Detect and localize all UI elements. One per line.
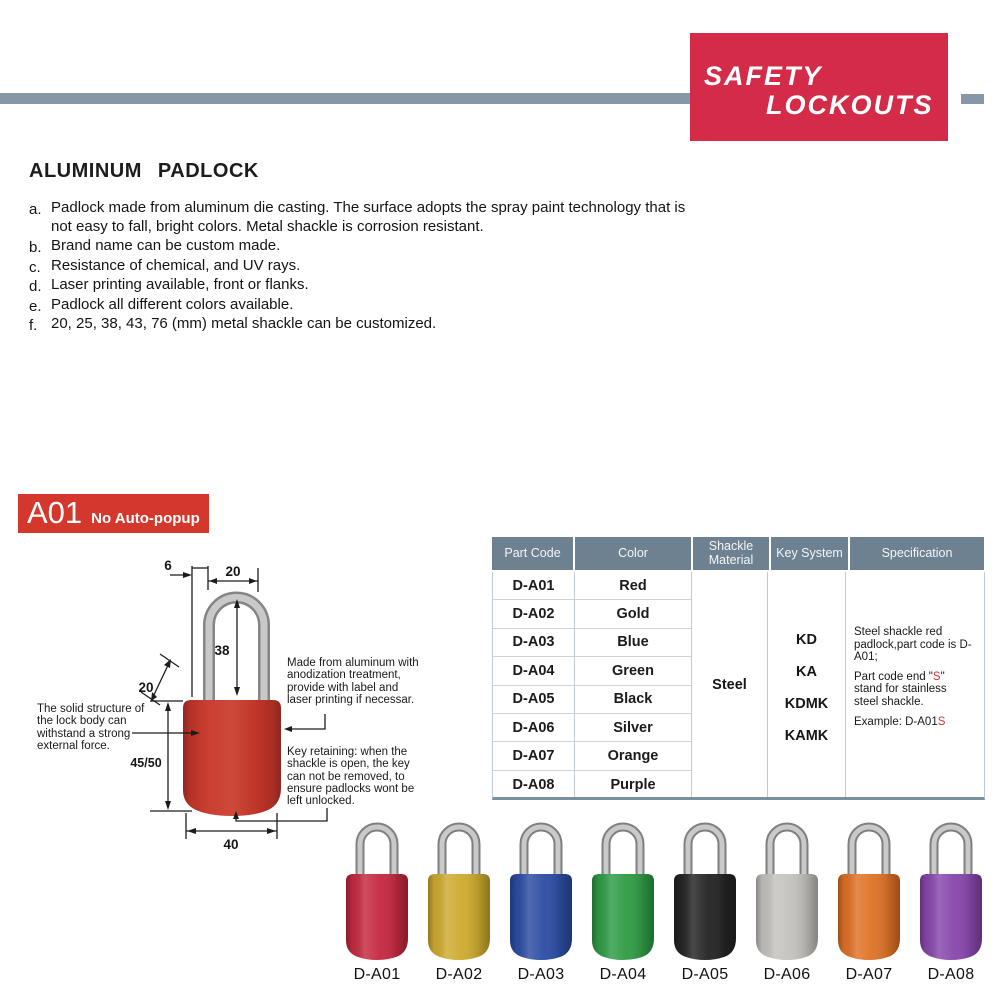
product-code-label: D-A02 bbox=[435, 966, 483, 983]
model-code: A01 bbox=[27, 495, 83, 530]
color-name-cell: Red bbox=[575, 572, 691, 600]
spec-paragraph-2: Part code end "S" stand for stainless steel shackle. bbox=[854, 670, 947, 708]
stainless-s-accent: S bbox=[937, 715, 946, 728]
part-code-column bbox=[493, 572, 574, 797]
dim-label-20-top: 20 bbox=[225, 564, 241, 579]
dim-shackle-diameter bbox=[170, 566, 208, 697]
product-code-label: D-A04 bbox=[599, 966, 647, 983]
spec-table bbox=[492, 537, 985, 800]
padlock-image-silver bbox=[746, 812, 828, 962]
feature-list bbox=[29, 199, 719, 335]
feature-text: Padlock made from aluminum die casting. The surface adopts the spray paint technology that is not easy to fall, bright colors. Metal shackle is corrosion resistant. bbox=[51, 199, 686, 235]
color-name-cell: Blue bbox=[575, 629, 691, 657]
feature-item bbox=[29, 257, 719, 276]
color-name-cell: Purple bbox=[610, 776, 656, 793]
product-padlock bbox=[746, 812, 828, 984]
product-padlock bbox=[336, 812, 418, 984]
spec-table-header bbox=[492, 537, 985, 570]
feature-item bbox=[29, 276, 719, 295]
feature-letter: b. bbox=[29, 239, 42, 256]
feature-item bbox=[29, 237, 719, 256]
product-code-label: D-A01 bbox=[353, 966, 401, 983]
product-code-label: D-A06 bbox=[763, 966, 811, 983]
dim-label-38: 38 bbox=[214, 643, 230, 658]
shackle-material-cell: Steel bbox=[691, 572, 767, 797]
part-code-cell: D-A08 bbox=[512, 776, 555, 793]
product-code-label: D-A07 bbox=[845, 966, 893, 983]
part-code-cell: D-A01 bbox=[493, 572, 574, 600]
color-column bbox=[574, 572, 691, 797]
dim-label-4550: 45/50 bbox=[130, 756, 162, 770]
padlock-image-orange bbox=[828, 812, 910, 962]
spec-paragraph-3: Example: D-A01S bbox=[854, 715, 946, 728]
brand-logo-line2: LOCKOUTS bbox=[766, 90, 934, 120]
spec-table-body bbox=[492, 572, 985, 800]
dim-label-6: 6 bbox=[164, 558, 172, 573]
product-padlock bbox=[910, 812, 992, 984]
feature-item bbox=[29, 296, 719, 315]
product-code-label: D-A05 bbox=[681, 966, 729, 983]
header-rule-bar bbox=[0, 93, 692, 104]
model-badge bbox=[18, 494, 209, 533]
specification-cell bbox=[845, 572, 984, 797]
col-header-part-code: Part Code bbox=[492, 537, 573, 570]
feature-text: 20, 25, 38, 43, 76 (mm) metal shackle can be customized. bbox=[51, 315, 437, 332]
brand-logo bbox=[690, 33, 948, 141]
color-name-cell: Gold bbox=[575, 600, 691, 628]
dim-label-40: 40 bbox=[223, 837, 239, 852]
part-code-cell: D-A03 bbox=[493, 629, 574, 657]
note-body-strength: The solid structure of the lock body can withstand a strong external force. bbox=[37, 703, 145, 752]
feature-text: Laser printing available, front or flanks. bbox=[51, 276, 309, 293]
stainless-s-accent: S bbox=[932, 670, 941, 683]
key-system-cell bbox=[767, 572, 845, 797]
part-code-cell: D-A05 bbox=[493, 686, 574, 714]
feature-letter: c. bbox=[29, 258, 41, 276]
brand-logo-line1: SAFETY bbox=[704, 61, 823, 91]
part-code-cell: D-A06 bbox=[493, 714, 574, 742]
key-system-item: KA bbox=[796, 664, 817, 680]
spec-paragraph-1: Steel shackle red padlock,part code is D-A01; bbox=[854, 626, 972, 664]
dim-body-width bbox=[186, 813, 277, 839]
color-name-cell: Orange bbox=[575, 742, 691, 770]
product-padlock bbox=[664, 812, 746, 984]
key-system-item: KAMK bbox=[784, 728, 829, 744]
padlock-image-gold bbox=[418, 812, 500, 962]
feature-letter: f. bbox=[29, 317, 38, 334]
col-header-shackle-material: Shackle Material bbox=[693, 537, 769, 570]
col-header-specification: Specification bbox=[850, 537, 984, 570]
product-padlock bbox=[582, 812, 664, 984]
col-header-color: Color bbox=[575, 537, 691, 570]
feature-letter: d. bbox=[29, 278, 42, 295]
key-system-item: KDMK bbox=[784, 696, 829, 712]
feature-text: Padlock all different colors available. bbox=[51, 295, 294, 313]
padlock-image-red bbox=[336, 812, 418, 962]
product-padlock bbox=[418, 812, 500, 984]
product-padlock bbox=[500, 812, 582, 984]
product-code-label: D-A08 bbox=[927, 966, 975, 983]
feature-item bbox=[29, 199, 719, 236]
product-color-row bbox=[336, 812, 992, 984]
part-code-cell: D-A02 bbox=[493, 600, 574, 628]
header-rule-dash bbox=[961, 94, 984, 104]
padlock-image-green bbox=[582, 812, 664, 962]
part-code-cell: D-A07 bbox=[493, 742, 574, 770]
note-key-retaining: Key retaining: when the shackle is open, the key can not be removed, to ensure padlocks wont be left unlocked. bbox=[287, 746, 415, 808]
product-padlock bbox=[828, 812, 910, 984]
dim-label-20-diag: 20 bbox=[138, 680, 154, 695]
color-name-cell: Silver bbox=[575, 714, 691, 742]
col-header-key-system: Key System bbox=[771, 537, 848, 570]
key-system-item: KD bbox=[796, 632, 817, 648]
feature-letter: e. bbox=[29, 297, 42, 315]
feature-text: Brand name can be custom made. bbox=[51, 237, 281, 254]
color-name-cell: Green bbox=[575, 657, 691, 685]
product-code-label: D-A03 bbox=[517, 966, 565, 983]
model-note: No Auto-popup bbox=[91, 510, 200, 527]
feature-item bbox=[29, 315, 719, 334]
padlock-image-blue bbox=[500, 812, 582, 962]
note-anodization: Made from aluminum with anodization treatment, provide with label and laser printing if necessar. bbox=[287, 657, 419, 706]
part-code-cell: D-A04 bbox=[493, 657, 574, 685]
color-name-cell: Black bbox=[575, 686, 691, 714]
feature-letter: a. bbox=[29, 201, 42, 218]
padlock-image-purple bbox=[910, 812, 992, 962]
padlock-image-black bbox=[664, 812, 746, 962]
feature-text: Resistance of chemical, and UV rays. bbox=[51, 256, 301, 274]
page-title: ALUMINUM PADLOCK bbox=[29, 160, 259, 182]
diagram-body bbox=[183, 700, 281, 816]
